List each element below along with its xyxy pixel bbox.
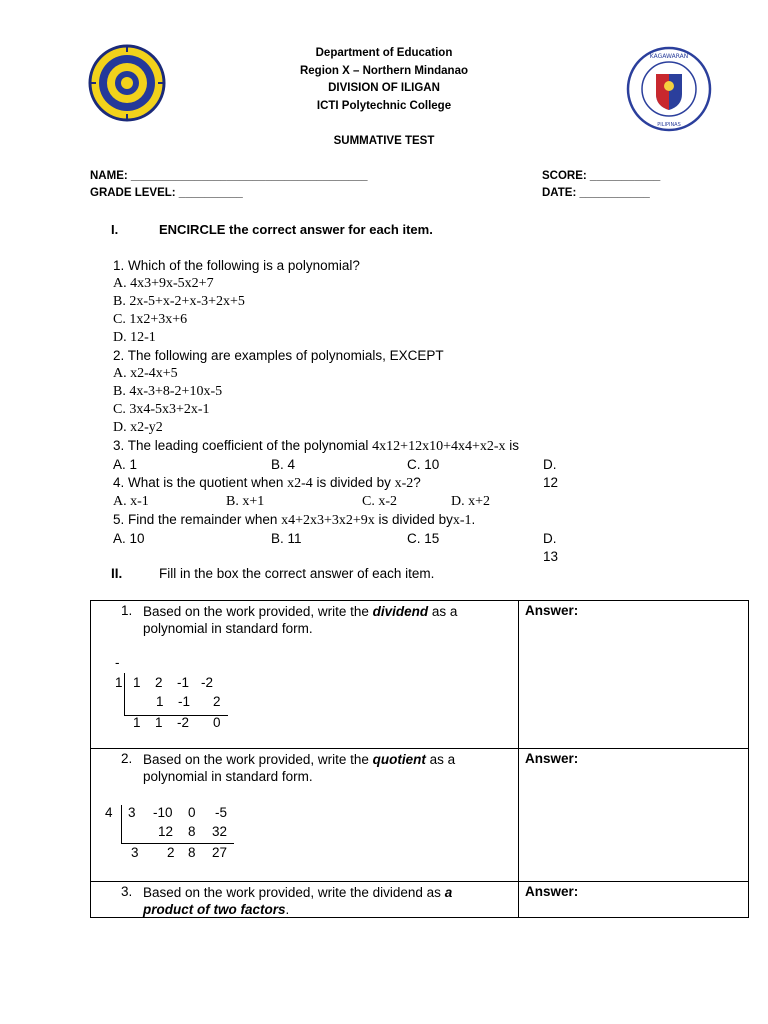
question-4	[113, 474, 519, 493]
school-name: ICTI Polytechnic College	[316, 99, 452, 112]
question-4-mid: is divided by	[312, 475, 395, 490]
synth-vertical-line	[121, 805, 122, 843]
synth-coefficient: 1	[133, 675, 141, 690]
question-5	[113, 511, 519, 530]
item-3-text-end: .	[285, 902, 290, 917]
choice-c[interactable]: C. 10	[407, 457, 440, 472]
item-1-emphasis: dividend	[372, 604, 429, 619]
item-number: 2.	[121, 751, 133, 766]
choice-c[interactable]: C. 15	[407, 531, 440, 546]
synth-result: 8	[188, 845, 196, 860]
synth-result: 1	[155, 715, 163, 730]
item-1-cell	[91, 601, 519, 749]
answer-label: Answer:	[525, 751, 579, 766]
synth-result: 3	[131, 845, 139, 860]
svg-text:KAGAWARAN: KAGAWARAN	[649, 53, 689, 60]
synth-product: 1	[156, 694, 164, 709]
region-name: Region X – Northern Mindanao	[299, 64, 469, 77]
synth-result: 0	[213, 715, 221, 730]
choice-b[interactable]: B. 11	[271, 531, 302, 546]
table-row	[91, 749, 749, 882]
choice-b[interactable]: B. x+1	[226, 494, 265, 509]
test-title: SUMMATIVE TEST	[333, 135, 435, 147]
choice-line[interactable]: A. x2-4x+5	[113, 366, 178, 381]
school-seal-icon	[88, 44, 166, 122]
synth-product: 12	[158, 824, 174, 839]
synth-coefficient: 3	[128, 805, 136, 820]
choice-d[interactable]: D. 12	[543, 457, 559, 490]
item-number: 1.	[121, 603, 133, 618]
choice-b[interactable]: B. 4	[271, 457, 296, 472]
choice-line[interactable]: A. 4x3+9x-5x2+7	[113, 276, 214, 291]
item-2-answer-cell[interactable]	[519, 749, 749, 882]
item-3-answer-cell[interactable]	[519, 882, 749, 918]
svg-text:PILIPINAS: PILIPINAS	[657, 122, 681, 128]
item-2-text: Based on the work provided, write the	[143, 752, 373, 767]
question-3-math: 4x12+12x10+4x4+x2-x	[372, 439, 506, 454]
choice-line[interactable]: B. 2x-5+x-2+x-3+2x+5	[113, 294, 245, 309]
table-row	[91, 601, 749, 749]
synth-dash: -	[115, 655, 120, 670]
part1-question-list	[113, 257, 559, 564]
item-3-prompt	[143, 884, 503, 918]
question-line: 1. Which of the following is a polynomial?	[113, 258, 360, 273]
question-4-text: 4. What is the quotient when	[113, 475, 288, 490]
choice-c[interactable]: C. x-2	[362, 494, 397, 509]
choice-a[interactable]: A. x-1	[113, 494, 149, 509]
choice-d[interactable]: D. 13	[543, 531, 559, 564]
synth-horizontal-line	[121, 843, 234, 844]
question-5-math1: x4+2x3+3x2+9x	[281, 513, 375, 528]
item-3-emphasis: a product of two factors	[143, 885, 453, 917]
question-line: 2. The following are examples of polynomials, EXCEPT	[113, 348, 444, 363]
item-2-emphasis: quotient	[372, 752, 426, 767]
division-name: DIVISION OF ILIGAN	[328, 82, 440, 94]
synth-coefficient: -2	[201, 675, 214, 690]
question-3	[113, 437, 519, 456]
question-3-suffix: is	[505, 438, 520, 453]
question-5-choices	[113, 530, 559, 564]
part1-number: I.	[111, 222, 119, 237]
item-2-cell	[91, 749, 519, 882]
answer-label: Answer:	[525, 603, 579, 618]
synth-result: -2	[177, 715, 190, 730]
item-1-text: Based on the work provided, write the	[143, 604, 373, 619]
item-2-prompt	[143, 751, 503, 785]
synth-product: 2	[213, 694, 221, 709]
choice-d[interactable]: D. x+2	[451, 494, 491, 509]
synth-result: 2	[167, 845, 175, 860]
choice-a[interactable]: A. 10	[113, 531, 145, 546]
synth-product: -1	[178, 694, 191, 709]
question-5-math2: x-1	[452, 513, 472, 528]
part2-instruction: Fill in the box the correct answer of each item.	[159, 566, 435, 581]
choice-line[interactable]: D. x2-y2	[113, 420, 163, 435]
synth-coefficient: -1	[177, 675, 190, 690]
choice-line[interactable]: D. 12-1	[113, 330, 156, 345]
item-3-text: Based on the work provided, write the dividend as	[143, 885, 445, 900]
synth-coefficient: 0	[188, 805, 196, 820]
answer-label: Answer:	[525, 884, 579, 899]
item-1-text-end: as a polynomial in standard form.	[143, 604, 458, 636]
item-1-prompt	[143, 603, 503, 637]
synth-product: 32	[212, 824, 228, 839]
synth-vertical-line	[124, 673, 125, 715]
synth-divisor: 1	[115, 675, 123, 690]
item-3-cell	[91, 882, 519, 918]
synth-product: 8	[188, 824, 196, 839]
table-row	[91, 882, 749, 918]
question-4-suffix: ?	[413, 475, 421, 490]
part2-number: II.	[111, 566, 123, 581]
answer-table	[90, 600, 749, 918]
question-4-math2: x-2	[394, 476, 414, 491]
choice-line[interactable]: C. 1x2+3x+6	[113, 312, 188, 327]
question-5-mid: is divided by	[374, 512, 453, 527]
choice-line[interactable]: C. 3x4-5x3+2x-1	[113, 402, 210, 417]
item-number: 3.	[121, 884, 133, 899]
synth-result: 1	[133, 715, 141, 730]
question-4-math1: x2-4	[287, 476, 313, 491]
part1-instruction: ENCIRCLE the correct answer for each item.	[159, 222, 433, 237]
synth-coefficient: -5	[215, 805, 228, 820]
question-3-text: 3. The leading coefficient of the polynomial	[113, 438, 373, 453]
deped-seal-icon	[626, 46, 712, 132]
date-field[interactable]: DATE: ___________	[542, 187, 650, 199]
question-4-choices	[113, 493, 519, 511]
choice-a[interactable]: A. 1	[113, 457, 138, 472]
question-5-text: 5. Find the remainder when	[113, 512, 282, 527]
question-5-suffix: .	[471, 512, 476, 527]
score-field[interactable]: SCORE: ___________	[542, 170, 661, 182]
synth-coefficient: -10	[153, 805, 173, 820]
department-header	[200, 45, 568, 115]
item-1-answer-cell[interactable]	[519, 601, 749, 749]
synth-result: 27	[212, 845, 228, 860]
synth-coefficient: 2	[155, 675, 163, 690]
name-field[interactable]: NAME: _____________________________________	[90, 170, 368, 182]
item-2-text-end: as a polynomial in standard form.	[143, 752, 456, 784]
department-name: Department of Education	[315, 47, 453, 59]
choice-line[interactable]: B. 4x-3+8-2+10x-5	[113, 384, 223, 399]
grade-level-field[interactable]: GRADE LEVEL: __________	[90, 187, 243, 199]
synth-divisor: 4	[105, 805, 113, 820]
